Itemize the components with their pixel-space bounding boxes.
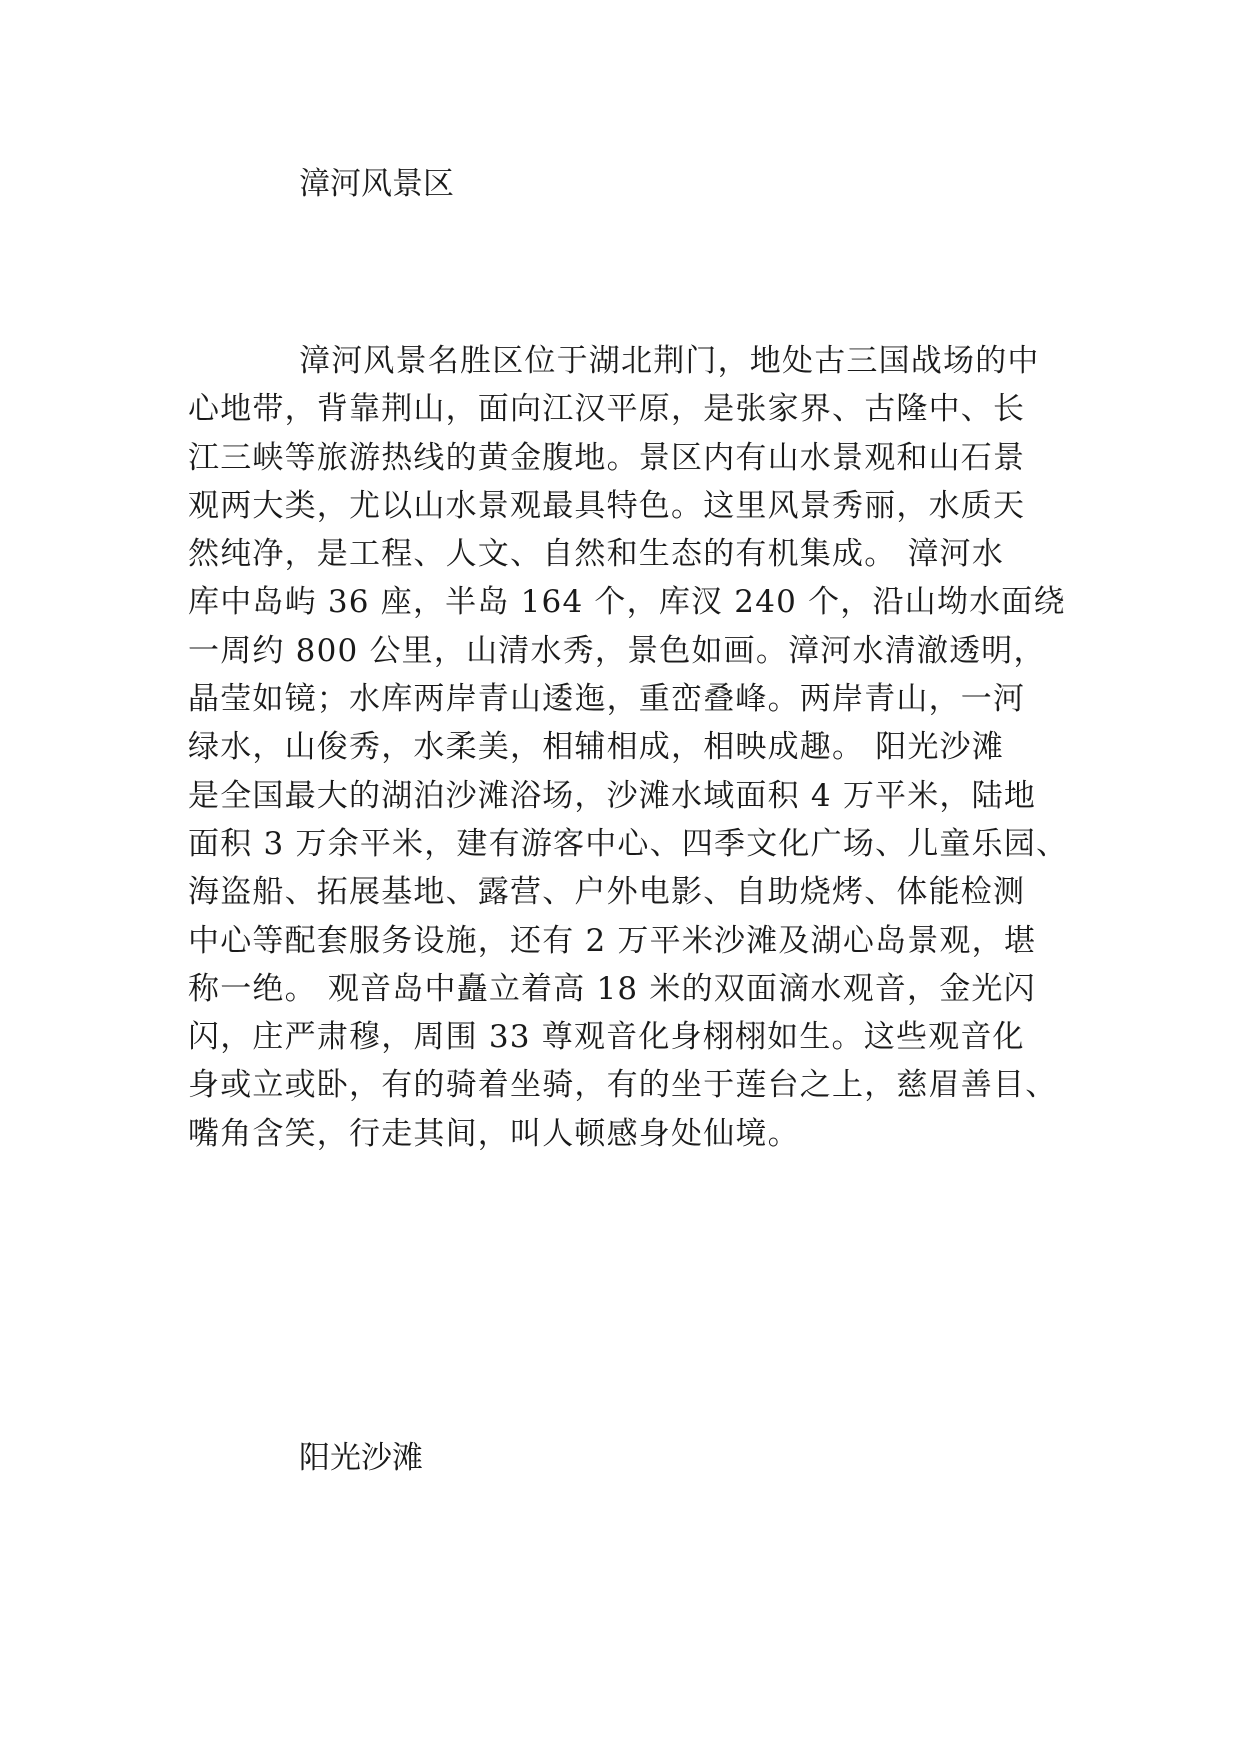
paragraph-line: 身或立或卧，有的骑着坐骑，有的坐于莲台之上，慈眉善目、 [188,1067,1058,1104]
section-heading-zhanghe: 漳河风景区 [299,166,454,202]
body-paragraph [188,337,1069,1158]
paragraph-line: 江三峡等旅游热线的黄金腹地。景区内有山水景观和山石景 [188,439,1026,476]
paragraph-line: 是全国最大的湖泊沙滩浴场，沙滩水域面积 4 万平米，陆地 [188,777,1037,814]
paragraph-line: 观两大类，尤以山水景观最具特色。这里风景秀丽，水质天 [188,487,1026,524]
paragraph-line: 漳河风景名胜区位于湖北荆门，地处古三国战场的中 [299,343,1040,379]
paragraph-line: 嘴角含笑，行走其间，叫人顿感身处仙境。 [188,1115,800,1152]
section-heading-sunshine-beach: 阳光沙滩 [299,1440,423,1476]
paragraph-line: 一周约 800 公里，山清水秀，景色如画。漳河水清澈透明， [188,632,1046,669]
paragraph-line: 然纯净，是工程、人文、自然和生态的有机集成。 漳河水 [188,536,1005,573]
paragraph-line: 晶莹如镜；水库两岸青山逶迤，重峦叠峰。两岸青山，一河 [188,681,1026,718]
paragraph-line: 绿水，山俊秀，水柔美，相辅相成，相映成趣。 阳光沙滩 [188,729,1005,766]
paragraph-line: 库中岛屿 36 座，半岛 164 个，库汊 240 个，沿山坳水面绕 [188,584,1066,621]
paragraph-line: 称一绝。 观音岛中矗立着高 18 米的双面滴水观音，金光闪 [188,970,1036,1007]
paragraph-line: 面积 3 万余平米，建有游客中心、四季文化广场、儿童乐园、 [188,825,1069,862]
paragraph-line: 闪，庄严肃穆，周围 33 尊观音化身栩栩如生。这些观音化 [188,1019,1025,1056]
paragraph-line: 心地带，背靠荆山，面向江汉平原，是张家界、古隆中、长 [188,391,1026,428]
paragraph-line: 海盗船、拓展基地、露营、户外电影、自助烧烤、体能检测 [188,874,1026,911]
paragraph-line: 中心等配套服务设施，还有 2 万平米沙滩及湖心岛景观，堪 [188,922,1037,959]
